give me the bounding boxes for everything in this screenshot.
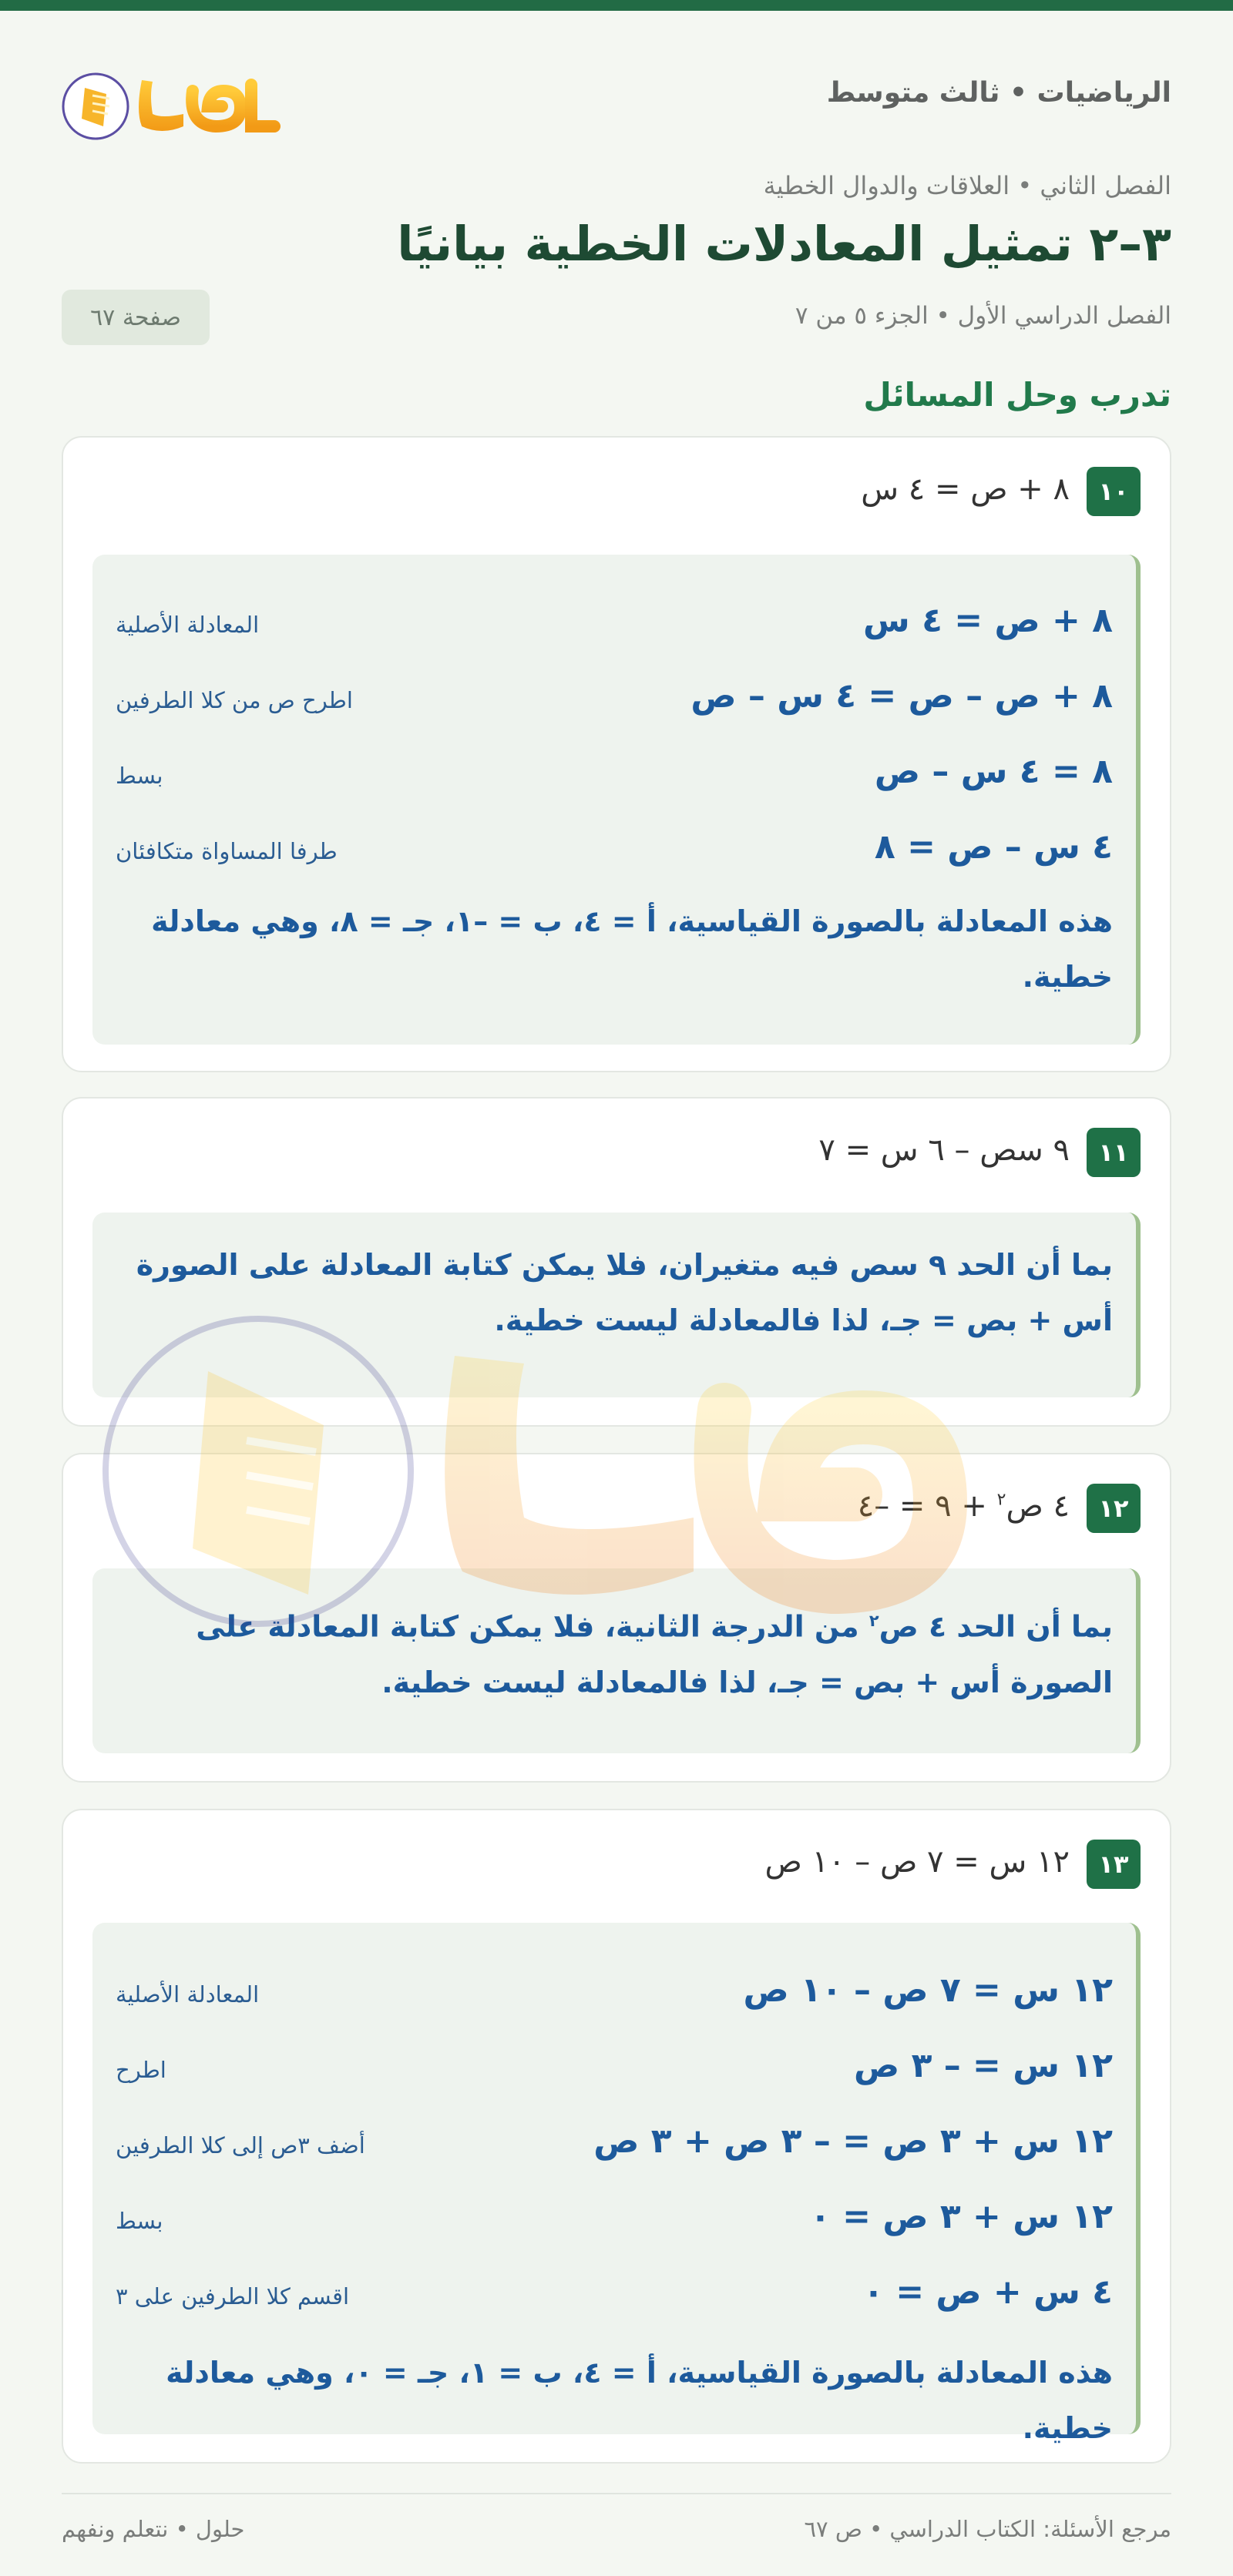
- page-badge: صفحة ٦٧: [62, 290, 210, 345]
- solution-conclusion: هذه المعادلة بالصورة القياسية، أ = ٤، ب = ١، جـ = ٠، وهي معادلة خطية.: [166, 2356, 1113, 2445]
- step-equation: ١٢ س = – ٣ ص: [854, 2046, 1113, 2085]
- problem-number: ١١: [1087, 1128, 1141, 1177]
- step-note: بسط: [116, 763, 163, 789]
- hulul-logo-icon: [62, 65, 277, 139]
- top-accent-bar: [0, 0, 1233, 11]
- section-title: تدرب وحل المسائل: [863, 376, 1171, 414]
- solution-box: [92, 555, 1141, 1045]
- solution-step: [116, 2122, 1113, 2183]
- solution-conclusion: بما أن الحد ٩ سص فيه متغيران، فلا يمكن كتابة المعادلة على الصورة أس + بص = جـ، لذا فالمعادلة ليست خطية.: [136, 1248, 1113, 1337]
- step-equation: ١٢ س = ٧ ص – ١٠ ص: [743, 1971, 1113, 2010]
- step-equation: ١٢ س + ٣ ص = – ٣ ص + ٣ ص: [593, 2122, 1113, 2161]
- footer-reference: مرجع الأسئلة: الكتاب الدراسي • ص ٦٧: [804, 2516, 1171, 2542]
- brand-logo[interactable]: [62, 65, 277, 139]
- solution-step: [116, 752, 1113, 813]
- step-note: المعادلة الأصلية: [116, 612, 260, 638]
- chapter-title: الفصل الثاني • العلاقات والدوال الخطية: [763, 171, 1171, 200]
- step-note: اطرح ص من كلا الطرفين: [116, 687, 353, 713]
- solution-step: [116, 1971, 1113, 2032]
- page-header: [59, 46, 1171, 139]
- solution-step: [116, 2197, 1113, 2259]
- step-equation: ٨ + ص – ص = ٤ س – ص: [690, 676, 1113, 716]
- solution-step: [116, 2272, 1113, 2334]
- step-note: اقسم كلا الطرفين على ٣: [116, 2283, 350, 2309]
- footer-tagline: حلول • نتعلم ونفهم: [62, 2516, 245, 2542]
- problem-number: ١٢: [1087, 1484, 1141, 1533]
- solution-box: [92, 1923, 1141, 2445]
- problem-card-13: [62, 1809, 1171, 2464]
- solution-step: [116, 676, 1113, 738]
- step-note: المعادلة الأصلية: [116, 1981, 260, 2007]
- problem-question: ٤ ص$^٢$ + ٩ = –٤: [857, 1488, 1070, 1524]
- step-equation: ٨ = ٤ س – ص: [874, 752, 1113, 791]
- problem-card-10: [62, 436, 1171, 1072]
- lesson-meta: الفصل الدراسي الأول • الجزء ٥ من ٧: [795, 302, 1171, 330]
- problem-question: ١٢ س = ٧ ص – ١٠ ص: [764, 1844, 1070, 1880]
- problem-number: ١٣: [1087, 1840, 1141, 1889]
- lesson-title: ٣–٢ تمثيل المعادلات الخطية بيانيًا: [397, 216, 1171, 272]
- solution-conclusion: بما أن الحد ٤ ص$^٢$ من الدرجة الثانية، فلا يمكن كتابة المعادلة على الصورة أس + بص = جـ، لذا فالمعادلة ليست خطية.: [196, 1609, 1113, 1699]
- step-note: طرفا المساواة متكافئان: [116, 838, 338, 864]
- step-note: أضف ٣ص إلى كلا الطرفين: [116, 2132, 365, 2158]
- subject-label: الرياضيات • ثالث متوسط: [826, 77, 1171, 109]
- problem-question: ٩ سص – ٦ س = ٧: [818, 1132, 1070, 1168]
- solution-step: [116, 601, 1113, 662]
- step-note: اطرح: [116, 2057, 166, 2083]
- step-equation: ١٢ س + ٣ ص = ٠: [810, 2197, 1113, 2236]
- watermark-logo-icon: [92, 1310, 1033, 1664]
- step-equation: ٤ س + ص = ٠: [863, 2272, 1113, 2312]
- solution-step: [116, 827, 1113, 889]
- step-equation: ٤ س – ص = ٨: [874, 827, 1113, 867]
- problem-number: ١٠: [1087, 467, 1141, 516]
- step-equation: ٨ + ص = ٤ س: [863, 601, 1113, 640]
- footer-divider: [62, 2493, 1171, 2494]
- step-note: بسط: [116, 2208, 163, 2234]
- solution-step: [116, 2046, 1113, 2108]
- solution-conclusion: هذه المعادلة بالصورة القياسية، أ = ٤، ب = –١، جـ = ٨، وهي معادلة خطية.: [151, 904, 1113, 994]
- problem-question: ٨ + ص = ٤ س: [861, 471, 1070, 507]
